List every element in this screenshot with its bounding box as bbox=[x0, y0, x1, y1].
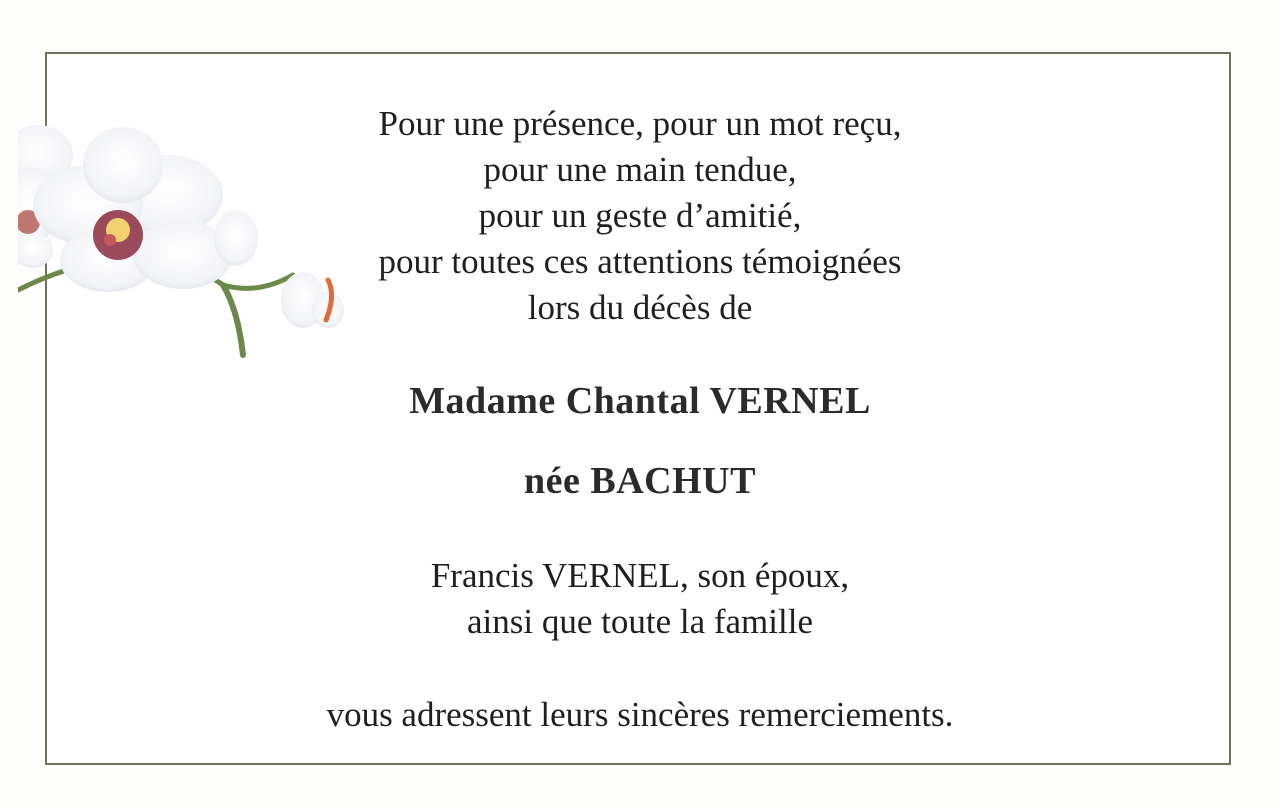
family-line-1: Francis VERNEL, son époux, bbox=[430, 556, 850, 595]
verse-line-5: lors du décès de bbox=[527, 288, 753, 327]
verse-line-4: pour toutes ces attentions témoignées bbox=[378, 242, 902, 281]
verse-line-3: pour un geste d’amitié, bbox=[478, 196, 802, 235]
deceased-name: Madame Chantal VERNEL bbox=[409, 380, 871, 422]
maiden-name: née BACHUT bbox=[524, 460, 756, 502]
family-line-2: ainsi que toute la famille bbox=[466, 602, 813, 641]
closing-line: vous adressent leurs sincères remerciements. bbox=[326, 695, 954, 734]
verse-line-2: pour une main tendue, bbox=[483, 150, 797, 189]
verse-line-1: Pour une présence, pour un mot reçu, bbox=[378, 104, 902, 143]
